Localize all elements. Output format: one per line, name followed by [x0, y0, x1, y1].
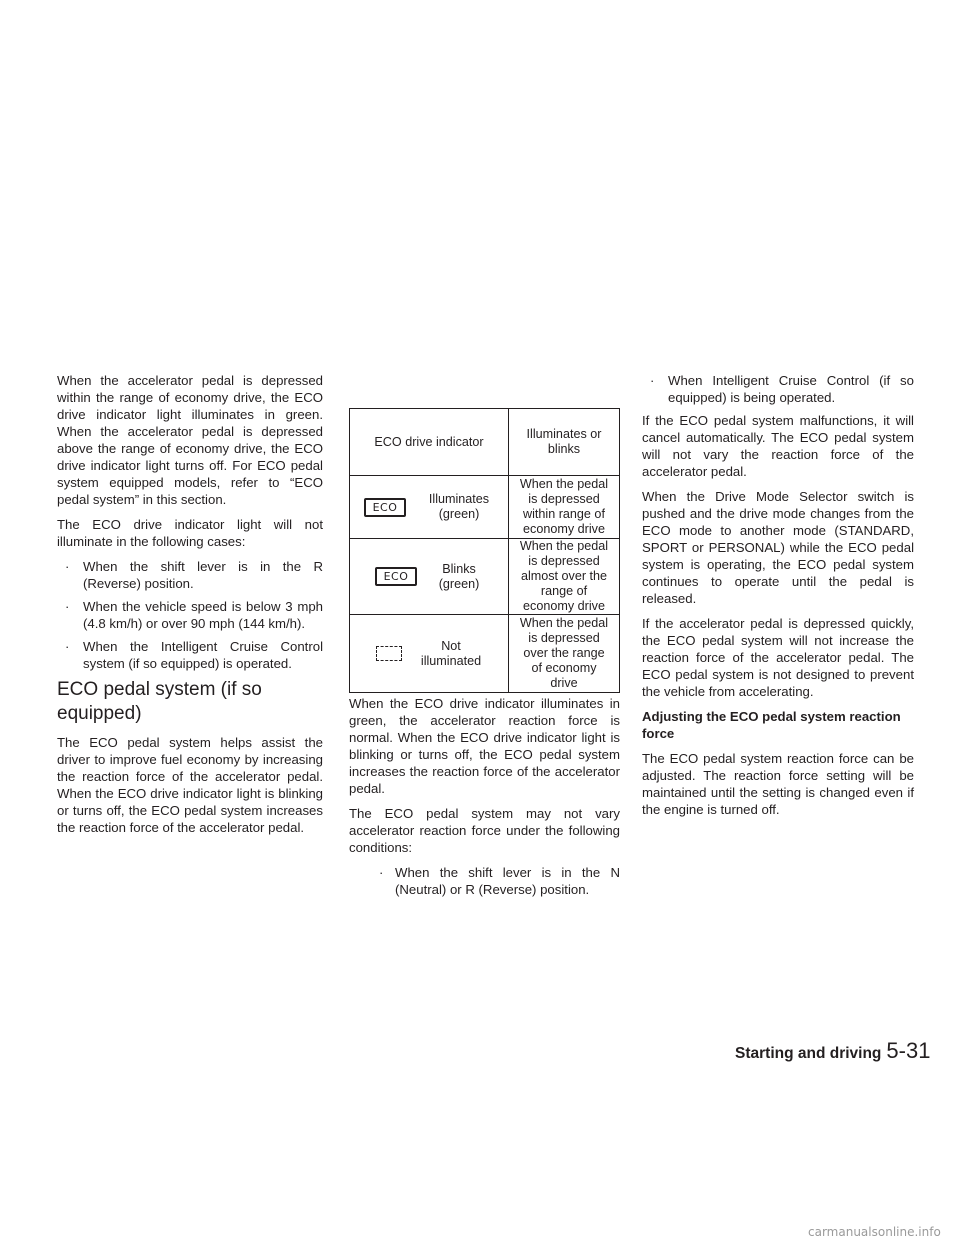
- subheading-adjusting: Adjusting the ECO pedal system reaction force: [642, 709, 901, 741]
- list-item: · When the shift lever is in the N (Neutral) or R (Reverse) position.: [349, 864, 620, 898]
- column-left: [57, 372, 323, 844]
- bullet-list-not-illuminate: [57, 558, 323, 672]
- bullet-list-conditions: [349, 864, 620, 898]
- paragraph-indicator-intro: When the accelerator pedal is depressed within the range of economy drive, the ECO drive indicator light illuminates in green. When the accelerator pedal is depressed above the range of economy drive, the ECO drive indicator light turns off. For ECO pedal system equipped models, refer to “ECO pedal system” in this section.: [57, 373, 323, 507]
- list-item: · When Intelligent Cruise Control (if so equipped) is being operated.: [642, 372, 914, 406]
- footer-section-title: Starting and driving: [735, 1045, 882, 1062]
- list-item: · When the Intelligent Cruise Control system (if so equipped) is operated.: [57, 638, 323, 672]
- paragraph-drive-mode: When the Drive Mode Selector switch is pushed and the drive mode changes from the ECO mode to another mode (STANDARD, SPORT or PERSONAL) while the ECO pedal system is operating, the ECO pedal system continues to operate until the pedal is released.: [642, 489, 914, 606]
- list-item: · When the shift lever is in the R (Reverse) position.: [57, 558, 323, 592]
- bullet-list-conditions-cont: [642, 372, 914, 406]
- eco-blink-icon: ECO: [375, 567, 417, 586]
- eco-off-dashed-icon: [376, 646, 402, 661]
- paragraph-eco-pedal-intro: The ECO pedal system helps assist the driver to improve fuel economy by increasing the reaction force of the accelerator pedal. When the ECO drive indicator light is blinking or turns off, the ECO pedal system increases the reaction force of the accelerator pedal.: [57, 735, 323, 835]
- column-middle: [349, 372, 620, 904]
- paragraph-malfunction: If the ECO pedal system malfunctions, it will cancel automatically. The ECO pedal system will not vary the reaction force of the accelerator pedal.: [642, 413, 914, 479]
- paragraph-not-illuminate: The ECO drive indicator light will not illuminate in the following cases:: [57, 517, 323, 549]
- table-header-cell: ECO drive indicator: [350, 409, 509, 476]
- eco-indicator-table: [349, 408, 620, 693]
- paragraph-may-not-vary: The ECO pedal system may not vary accelerator reaction force under the following conditions:: [349, 806, 620, 855]
- indicator-state: Illuminates (green): [428, 492, 490, 521]
- table-row: [350, 539, 620, 615]
- watermark: carmanualsonline.info: [808, 1225, 941, 1239]
- table-row: [350, 476, 620, 539]
- list-item: · When the vehicle speed is below 3 mph (4.8 km/h) or over 90 mph (144 km/h).: [57, 598, 323, 632]
- eco-solid-icon: ECO: [364, 498, 406, 517]
- table-header-cell: Illuminates or blinks: [509, 409, 620, 476]
- page-footer: [735, 1038, 931, 1063]
- indicator-condition: When the pedal is depressed over the range of economy drive: [519, 616, 609, 690]
- paragraph-reaction-force: When the ECO drive indicator illuminates in green, the accelerator reaction force is normal. When the ECO drive indicator light is blinking or turns off, the ECO pedal system increases the reaction force of the accelerator pedal.: [349, 696, 620, 796]
- paragraph-adjusting: The ECO pedal system reaction force can be adjusted. The reaction force setting will be maintained until the setting is changed even if the engine is turned off.: [642, 751, 914, 817]
- column-right: [642, 372, 914, 826]
- table-row: [350, 615, 620, 693]
- indicator-state: Blinks (green): [438, 561, 480, 591]
- indicator-condition: When the pedal is depressed within range of economy drive: [519, 477, 609, 536]
- indicator-state: Not illuminated: [420, 638, 482, 668]
- table-header-row: [350, 409, 620, 476]
- paragraph-depressed-quickly: If the accelerator pedal is depressed quickly, the ECO pedal system will not increase the reaction force of the accelerator pedal. The ECO pedal system is not designed to prevent the vehicle from accelerating.: [642, 616, 914, 699]
- indicator-condition: When the pedal is depressed almost over the range of economy drive: [519, 539, 609, 613]
- section-heading-eco-pedal: ECO pedal system (if so equipped): [57, 679, 262, 724]
- page-number: 5-31: [886, 1038, 931, 1063]
